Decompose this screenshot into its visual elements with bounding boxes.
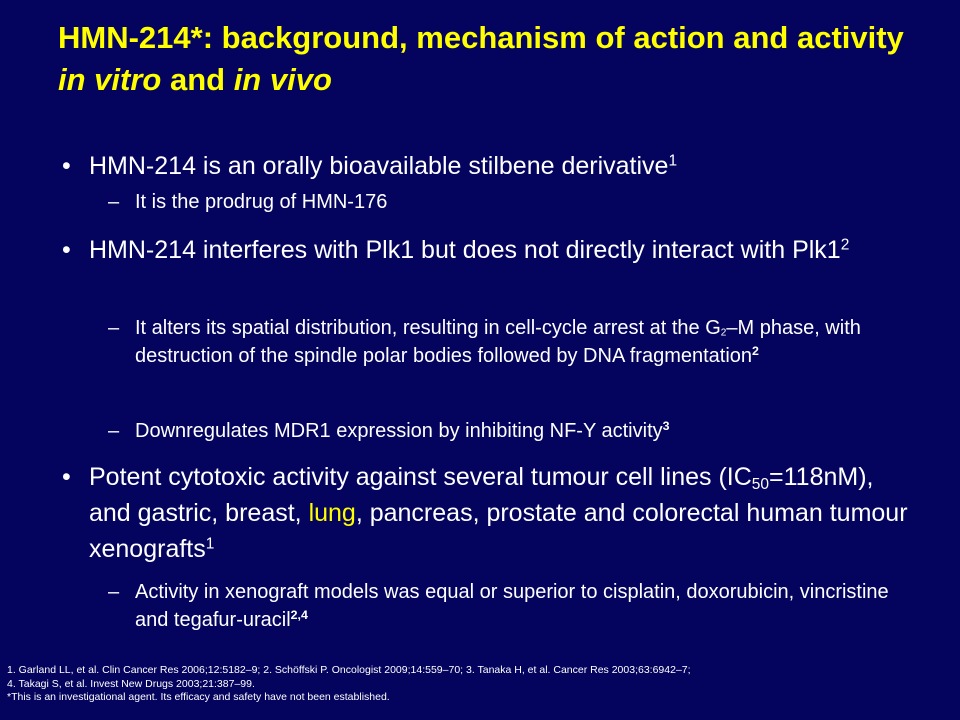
sub-bullet-2-2-text: Downregulates MDR1 expression by inhibiting NF-Y activity [135, 420, 663, 442]
title-and: and [161, 62, 234, 97]
reference-superscript: 2 [752, 344, 759, 359]
sub-bullet-text [135, 417, 898, 445]
ic50-subscript: 50 [751, 475, 770, 493]
slide-title [58, 17, 938, 101]
bullet-marker: • [62, 236, 71, 264]
bullet-3 [62, 459, 922, 567]
highlighted-word-lung: lung [308, 499, 356, 527]
footnote-line-3: *This is an investigational agent. Its efficacy and safety have not been established. [7, 691, 390, 703]
g2-subscript: 2 [720, 327, 727, 339]
bullet-3-text-a: Potent cytotoxic activity against several tumour cell lines (IC [89, 463, 752, 491]
bullet-text [89, 148, 922, 184]
bullet-marker: • [62, 463, 71, 491]
bullet-3-text-c: , pancreas, prostate and colorectal human tumour xenografts [89, 499, 908, 563]
sub-bullet-text: It is the prodrug of HMN-176 [135, 191, 388, 213]
title-italic-in-vivo: in vivo [233, 62, 332, 97]
title-text: HMN-214*: background, mechanism of action and activity [58, 20, 904, 55]
sub-bullet-2-1-text-b: –M phase, with destruction of the spindle polar bodies followed by DNA fragmentation [135, 317, 861, 367]
reference-superscript: 3 [662, 419, 670, 434]
sub-bullet-2-1 [108, 314, 898, 370]
dash-marker: – [108, 420, 120, 442]
bullet-1-text: HMN-214 is an orally bioavailable stilbene derivative [89, 152, 669, 180]
sub-bullet-1-1 [108, 188, 898, 216]
reference-superscript: 2,4 [290, 608, 308, 623]
sub-bullet-text [135, 314, 898, 370]
footnotes [7, 664, 947, 705]
dash-marker: – [108, 191, 120, 213]
bullet-text [89, 459, 922, 567]
bullet-marker: • [62, 152, 71, 180]
reference-superscript: 1 [668, 152, 678, 170]
bullet-2-text: HMN-214 interferes with Plk1 but does not directly interact with Plk1 [89, 236, 841, 264]
bullet-2 [62, 232, 922, 268]
bullet-3-text-b: =118nM), and gastric, breast, [89, 463, 874, 527]
footnote-line-1: 1. Garland LL, et al. Clin Cancer Res 2006;12:5182–9; 2. Schöffski P. Oncologist 2009;14:559–70; 3. Tanaka H, et al. Cancer Res 2003;63:6942–7; [7, 664, 691, 676]
dash-marker: – [108, 317, 120, 339]
sub-bullet-2-2 [108, 417, 898, 445]
bullet-1 [62, 148, 922, 184]
reference-superscript: 2 [840, 236, 850, 254]
bullet-text [89, 232, 922, 268]
dash-marker: – [108, 581, 120, 603]
sub-bullet-2-1-text-a: It alters its spatial distribution, resulting in cell-cycle arrest at the G [135, 317, 721, 339]
sub-bullet-3-1-text: Activity in xenograft models was equal or superior to cisplatin, doxorubicin, vincristine and tegafur-uracil [135, 581, 889, 631]
sub-bullet-3-1 [108, 578, 898, 634]
footnote-line-2: 4. Takagi S, et al. Invest New Drugs 2003;21:387–99. [7, 677, 255, 690]
reference-superscript: 1 [205, 535, 215, 553]
sub-bullet-text [135, 578, 898, 634]
title-italic-in-vitro: in vitro [58, 62, 162, 97]
